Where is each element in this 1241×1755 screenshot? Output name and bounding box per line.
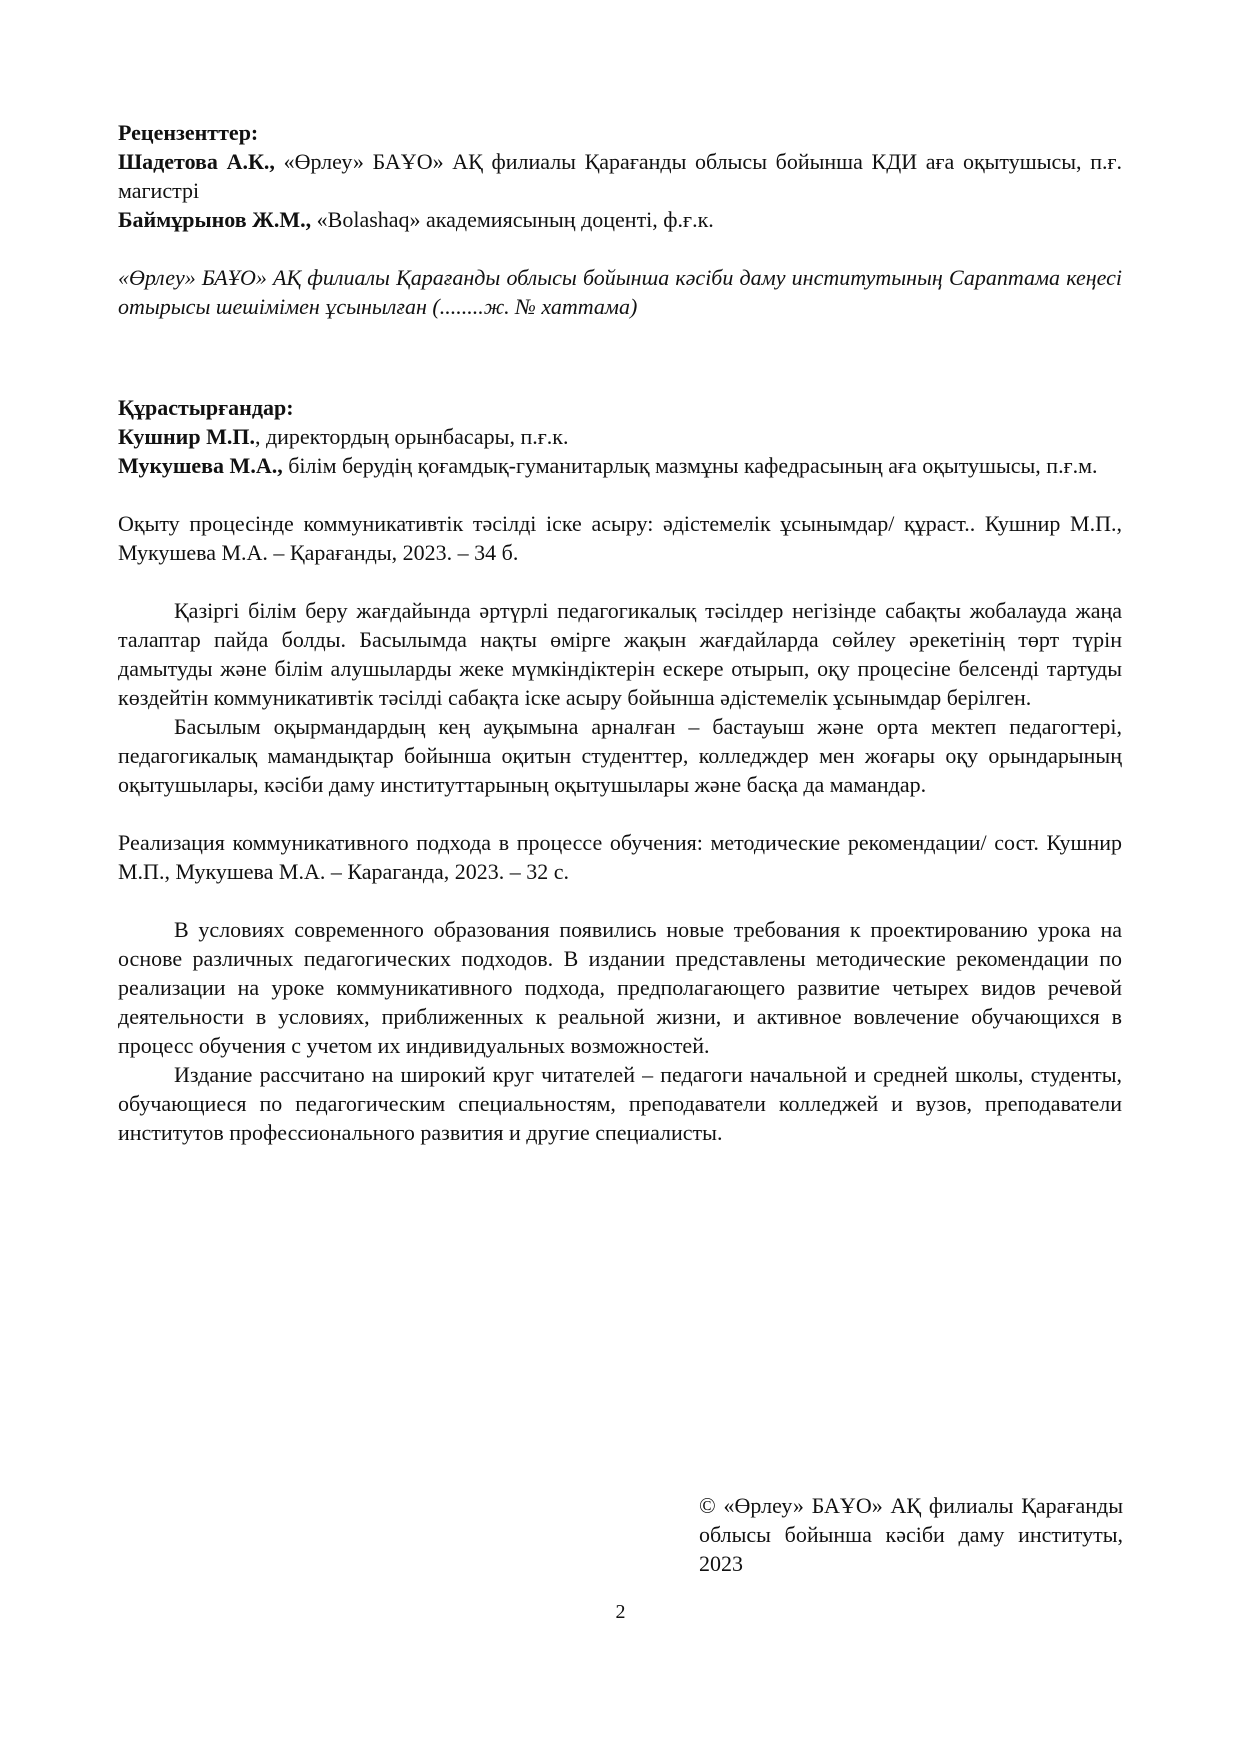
spacer [118,480,1122,509]
compiler-entry [118,422,1122,451]
reviewer-entry [118,147,1122,205]
recommendation-note: «Өрлеу» БАҰО» АҚ филиалы Қарағанды облысы бойынша кәсіби даму институтының Сараптама кеңесі отырысы шешімімен ұсынылған (........ж. № хаттама) [118,265,1122,319]
reviewer-description: «Өрлеу» БАҰО» АҚ филиалы Қарағанды облысы бойынша КДИ аға оқытушысы, п.ғ. магистрі [118,149,1122,203]
reviewer-description: «Bolashaq» академиясының доценті, ф.ғ.к. [311,207,714,232]
reviewer-name: Баймұрынов Ж.М., [118,207,312,232]
compiler-entry [118,451,1122,480]
compiler-description: білім берудің қоғамдық-гуманитарлық мазмұны кафедрасының аға оқытушысы, п.ғ.м. [282,453,1098,478]
page-number: 2 [615,1601,626,1623]
spacer [118,377,1122,393]
spacer [118,567,1122,596]
russian-abstract-paragraph-2: Издание рассчитано на широкий круг читателей – педагоги начальной и средней школы, студенты, обучающиеся по педагогическим специальностям, преподаватели колледжей и вузов, преподаватели институтов профессионального развития и другие специалисты. [118,1062,1122,1145]
spacer [118,234,1122,263]
document-page [118,118,1122,1147]
kazakh-abstract-paragraph-1: Қазіргі білім беру жағдайында әртүрлі педагогикалық тәсілдер негізінде сабақты жобалауда жаңа талаптар пайда болды. Басылымда нақты өмірге жақын жағдайларда сөйлеу әрекетінің төрт түрін дамытуды және білім алушыларды жеке мүмкіндіктерін ескере отырып, оқу процесіне белсенді тартуды көздейтін коммуникативтік тәсілді сабақта іске асыру бойынша әдістемелік ұсынымдар берілген. [118,598,1122,710]
kazakh-citation: Оқыту процесінде коммуникативтік тәсілді іске асыру: әдістемелік ұсынымдар/ құраст.. Кушнир М.П., Мукушева М.А. – Қарағанды, 2023. – 34 б. [118,511,1122,565]
compiler-name: Кушнир М.П. [118,424,255,449]
reviewer-name: Шадетова А.К., [118,149,275,174]
reviewer-entry [118,205,1122,234]
compilers-heading: Құрастырғандар: [118,395,294,420]
spacer [118,886,1122,915]
copyright-notice: © «Өрлеу» БАҰО» АҚ филиалы Қарағанды облысы бойынша кәсіби даму институты, 2023 [699,1493,1123,1576]
compiler-description: , директордың орынбасары, п.ғ.к. [254,424,569,449]
kazakh-abstract-paragraph-2: Басылым оқырмандардың кең ауқымына арналған – бастауыш және орта мектеп педагогтері, педагогикалық мамандықтар бойынша оқитын студенттер, колледждер мен жоғары оқу орындарының оқытушылары, кәсіби даму институттарының оқытушылары және басқа да мамандар. [118,714,1122,797]
spacer [118,321,1122,377]
russian-abstract-paragraph-1: В условиях современного образования появились новые требования к проектированию урока на основе различных педагогических подходов. В издании представлены методические рекомендации по реализации на уроке коммуникативного подхода, предполагающего развитие четырех видов речевой деятельности в условиях, приближенных к реальной жизни, и активное вовлечение обучающихся в процесс обучения с учетом их индивидуальных возможностей. [118,917,1122,1058]
compiler-name: Мукушева М.А., [118,453,283,478]
russian-citation: Реализация коммуникативного подхода в процессе обучения: методические рекомендации/ сост. Кушнир М.П., Мукушева М.А. – Караганда, 2023. – 32 с. [118,830,1122,884]
spacer [118,799,1122,828]
reviewers-heading: Рецензенттер: [118,120,259,145]
